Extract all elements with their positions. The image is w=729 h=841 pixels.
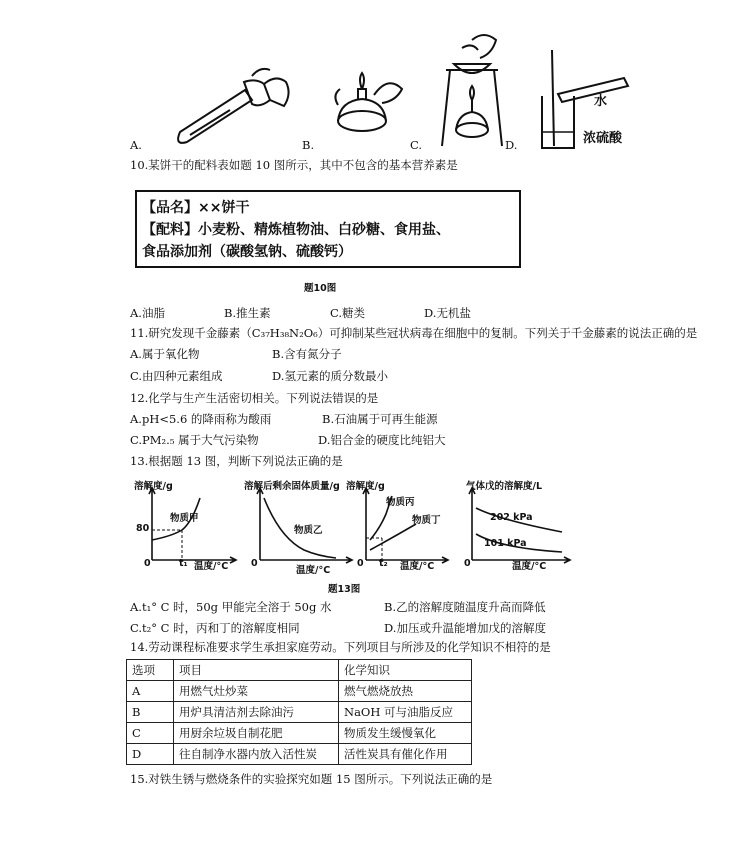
- alcohol-lamp-illustration: [330, 65, 410, 140]
- q12-option-b: B.石油属于可再生能源: [322, 412, 438, 426]
- acid-label: 浓硫酸: [583, 131, 623, 146]
- graph3-series-2: 物质丁: [412, 515, 441, 526]
- graph4-series-1: 202 kPa: [490, 512, 533, 523]
- test-tube-pouring-illustration: [160, 60, 300, 150]
- table-cell: 物质发生缓慢氧化: [339, 723, 472, 744]
- table-cell: 用厨余垃圾自制花肥: [174, 723, 339, 744]
- q13-graph3: [342, 478, 454, 576]
- table-cell: B: [127, 702, 174, 723]
- q14-stem: 14.劳动课程标准要求学生承担家庭劳动。下列项目与所涉及的化学知识不相符的是: [130, 640, 551, 654]
- table-row: [127, 744, 472, 765]
- table-cell: D: [127, 744, 174, 765]
- heating-stand-illustration: [432, 30, 512, 148]
- q10-option-a: A.油脂: [130, 306, 165, 320]
- q10-option-d: D.无机盐: [424, 306, 471, 320]
- q10-option-b: B.推生素: [224, 306, 271, 320]
- q13-graph2: [244, 478, 358, 576]
- graph3-xtick: t₂: [379, 558, 388, 569]
- graph4-xlabel: 温度/°C: [512, 561, 547, 572]
- q13-graph4: [450, 478, 576, 576]
- q12-option-c: C.PM₂.₅ 属于大气污染物: [130, 433, 259, 447]
- table-header-cell: 项目: [174, 660, 339, 681]
- q12-stem: 12.化学与生产生活密切相关。下列说法错误的是: [130, 391, 379, 405]
- graph4-series-2: 101 kPa: [484, 538, 527, 549]
- table-cell: 往自制净水器内放入活性炭: [174, 744, 339, 765]
- q9-option-d: D.: [505, 138, 518, 152]
- graph1-xtick: t₁: [179, 558, 188, 569]
- graph4-origin: 0: [464, 558, 471, 569]
- q12-option-d: D.铝合金的硬度比纯铝大: [318, 433, 446, 447]
- q11-option-d: D.氢元素的质分数最小: [272, 369, 388, 383]
- table-header-cell: 选项: [127, 660, 174, 681]
- q13-option-b: B.乙的溶解度随温度升高而降低: [384, 600, 546, 614]
- q9-option-c: C.: [410, 138, 423, 152]
- graph1-origin: 0: [144, 558, 151, 569]
- table-cell: 用燃气灶炒菜: [174, 681, 339, 702]
- water-label: 水: [594, 94, 608, 109]
- q10-caption: 题10图: [304, 283, 337, 294]
- table-header-row: [127, 660, 472, 681]
- graph3-ylabel: 溶解度/g: [346, 481, 385, 492]
- q13-option-a: A.t₁° C 时，50g 甲能完全溶于 50g 水: [130, 600, 332, 614]
- graph2-xlabel: 温度/°C: [296, 565, 331, 576]
- table-cell: 用炉具清洁剂去除油污: [174, 702, 339, 723]
- q11-option-c: C.由四种元素组成: [130, 369, 223, 383]
- graph2-ylabel: 溶解后剩余固体质量/g: [244, 481, 340, 492]
- graph1-series: 物质甲: [170, 513, 199, 524]
- q9-option-a: A.: [130, 138, 142, 152]
- graph3-origin: 0: [357, 558, 364, 569]
- q13-stem: 13.根据题 13 图，判断下列说法正确的是: [130, 454, 343, 468]
- graph1-xlabel: 温度/°C: [194, 561, 229, 572]
- q9-option-b: B.: [302, 138, 315, 152]
- q10-label-line2: 【配料】小麦粉、精炼植物油、白砂糖、食用盐、: [142, 222, 450, 238]
- q13-graph1: [132, 478, 242, 576]
- q10-stem: 10.某饼干的配料表如题 10 图所示，其中不包含的基本营养素是: [130, 158, 458, 172]
- table-row: [127, 681, 472, 702]
- graph3-series-1: 物质丙: [386, 497, 415, 508]
- table-header-cell: 化学知识: [339, 660, 472, 681]
- table-cell: A: [127, 681, 174, 702]
- graph2-origin: 0: [251, 558, 258, 569]
- q14-table: [126, 659, 472, 765]
- table-row: [127, 723, 472, 744]
- table-cell: 活性炭具有催化作用: [339, 744, 472, 765]
- graph3-curve-ding: [370, 524, 416, 550]
- q10-label-line1: 【品名】××饼干: [142, 200, 250, 216]
- q13-caption: 题13图: [328, 584, 361, 595]
- graph1-ytick: 80: [136, 523, 150, 534]
- graph2-series: 物质乙: [294, 525, 323, 536]
- q11-option-a: A.属于氧化物: [130, 347, 200, 361]
- graph1-ylabel: 溶解度/g: [134, 481, 173, 492]
- q10-label-line3: 食品添加剂（碳酸氢钠、硫酸钙）: [142, 244, 352, 260]
- graph4-ylabel: 气体戊的溶解度/L: [466, 481, 543, 492]
- table-cell: NaOH 可与油脂反应: [339, 702, 472, 723]
- q9-images: [0, 0, 729, 160]
- q11-stem: 11.研究发现千金藤素（C₃₇H₃₈N₂O₆）可抑制某些冠状病毒在细胞中的复制。下列关于千金藤素的说法正确的是: [130, 326, 698, 340]
- graph3-xlabel: 温度/°C: [400, 561, 435, 572]
- q10-option-c: C.糖类: [330, 306, 366, 320]
- q13-option-c: C.t₂° C 时，丙和丁的溶解度相同: [130, 621, 300, 635]
- table-row: [127, 702, 472, 723]
- q15-stem: 15.对铁生锈与燃烧条件的实验探究如题 15 图所示。下列说法正确的是: [130, 772, 493, 786]
- table-cell: 燃气燃烧放热: [339, 681, 472, 702]
- q12-option-a: A.pH<5.6 的降雨称为酸雨: [130, 412, 272, 426]
- table-cell: C: [127, 723, 174, 744]
- q11-option-b: B.含有氮分子: [272, 347, 342, 361]
- q13-option-d: D.加压或升温能增加戊的溶解度: [384, 621, 546, 635]
